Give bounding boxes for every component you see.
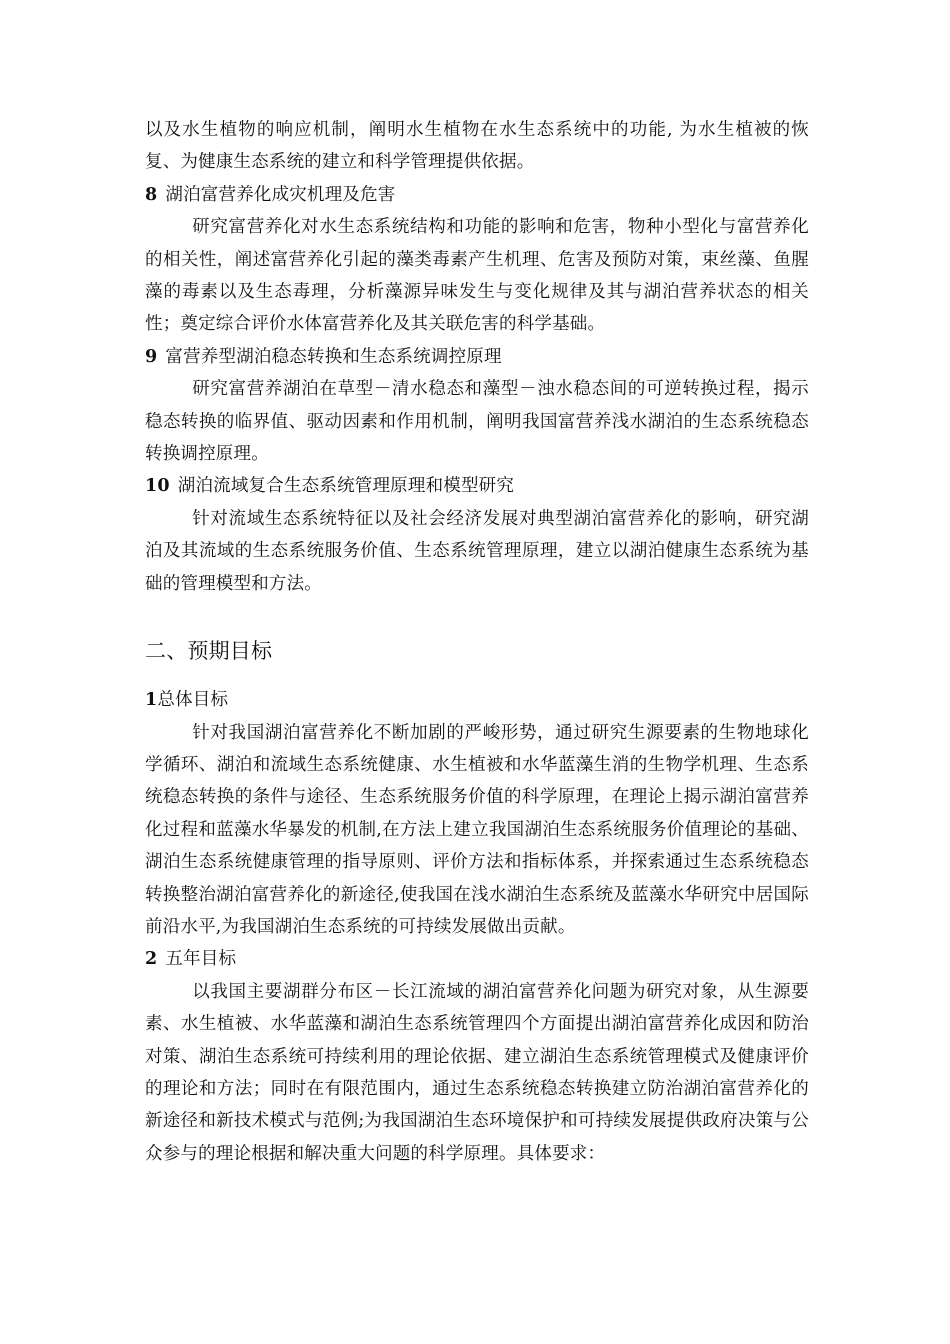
goal-2-number: 2 (145, 949, 158, 970)
heading-9-title: 富营养型湖泊稳态转换和生态系统调控原理 (165, 346, 502, 367)
heading-10 (145, 470, 809, 502)
goal-1-number: 1 (145, 690, 158, 711)
heading-8-title: 湖泊富营养化成灾机理及危害 (165, 184, 396, 205)
goal-1-paragraph: 针对我国湖泊富营养化不断加剧的严峻形势，通过研究生源要素的生物地球化学循环、湖泊和流域生态系统健康、水生植被和水华蓝藻生消的生物学机理、生态系统稳态转换的条件与途径、生态系统服务价值的科学原理，在理论上揭示湖泊富营养化过程和蓝藻水华暴发的机制,在方法上建立我国湖泊生态系统服务价值理论的基础、湖泊生态系统健康管理的指导原则、评价方法和指标体系，并探索通过生态系统稳态转换整治湖泊富营养化的新途径,使我国在浅水湖泊生态系统及蓝藻水华研究中居国际前沿水平,为我国湖泊生态系统的可持续发展做出贡献。 (145, 722, 809, 937)
paragraph-8: 研究富营养化对水生态系统结构和功能的影响和危害，物种小型化与富营养化的相关性，阐述富营养化引起的藻类毒素产生机理、危害及预防对策，束丝藻、鱼腥藻的毒素以及生态毒理，分析藻源异味发生与变化规律及其与湖泊营养状态的相关性；奠定综合评价水体富营养化及其关联危害的科学基础。 (145, 217, 809, 335)
goal-1-title: 总体目标 (157, 690, 229, 711)
paragraph-10: 针对流域生态系统特征以及社会经济发展对典型湖泊富营养化的影响，研究湖泊及其流域的生态系统服务价值、生态系统管理原理，建立以湖泊健康生态系统为基础的管理模型和方法。 (145, 508, 809, 594)
heading-10-number: 10 (145, 476, 170, 497)
heading-9-number: 9 (145, 346, 158, 367)
paragraph-intro-continuation: 以及水生植物的响应机制，阐明水生植物在水生态系统中的功能, 为水生植被的恢复、为健康生态系统的建立和科学管理提供依据。 (145, 120, 809, 173)
goal-2-heading (145, 943, 809, 975)
heading-8 (145, 179, 809, 211)
goal-2-paragraph: 以我国主要湖群分布区－长江流域的湖泊富营养化问题为研究对象，从生源要素、水生植被、水华蓝藻和湖泊生态系统管理四个方面提出湖泊富营养化成因和防治对策、湖泊生态系统可持续利用的理论依据、建立湖泊生态系统管理模式及健康评价的理论和方法；同时在有限范围内，通过生态系统稳态转换建立防治湖泊富营养化的新途径和新技术模式与范例;为我国湖泊生态环境保护和可持续发展提供政府决策与公众参与的理论根据和解决重大问题的科学原理。具体要求： (145, 981, 809, 1164)
goal-1-heading (145, 684, 809, 716)
goal-2-title: 五年目标 (165, 949, 237, 970)
heading-10-title: 湖泊流域复合生态系统管理原理和模型研究 (177, 476, 515, 497)
paragraph-9: 研究富营养湖泊在草型－清水稳态和藻型－浊水稳态间的可逆转换过程，揭示稳态转换的临界值、驱动因素和作用机制，阐明我国富营养浅水湖泊的生态系统稳态转换调控原理。 (145, 379, 809, 465)
document-body (145, 114, 809, 1170)
section-2-heading: 二、预期目标 (145, 639, 273, 664)
heading-8-number: 8 (145, 184, 158, 205)
heading-9 (145, 341, 809, 373)
